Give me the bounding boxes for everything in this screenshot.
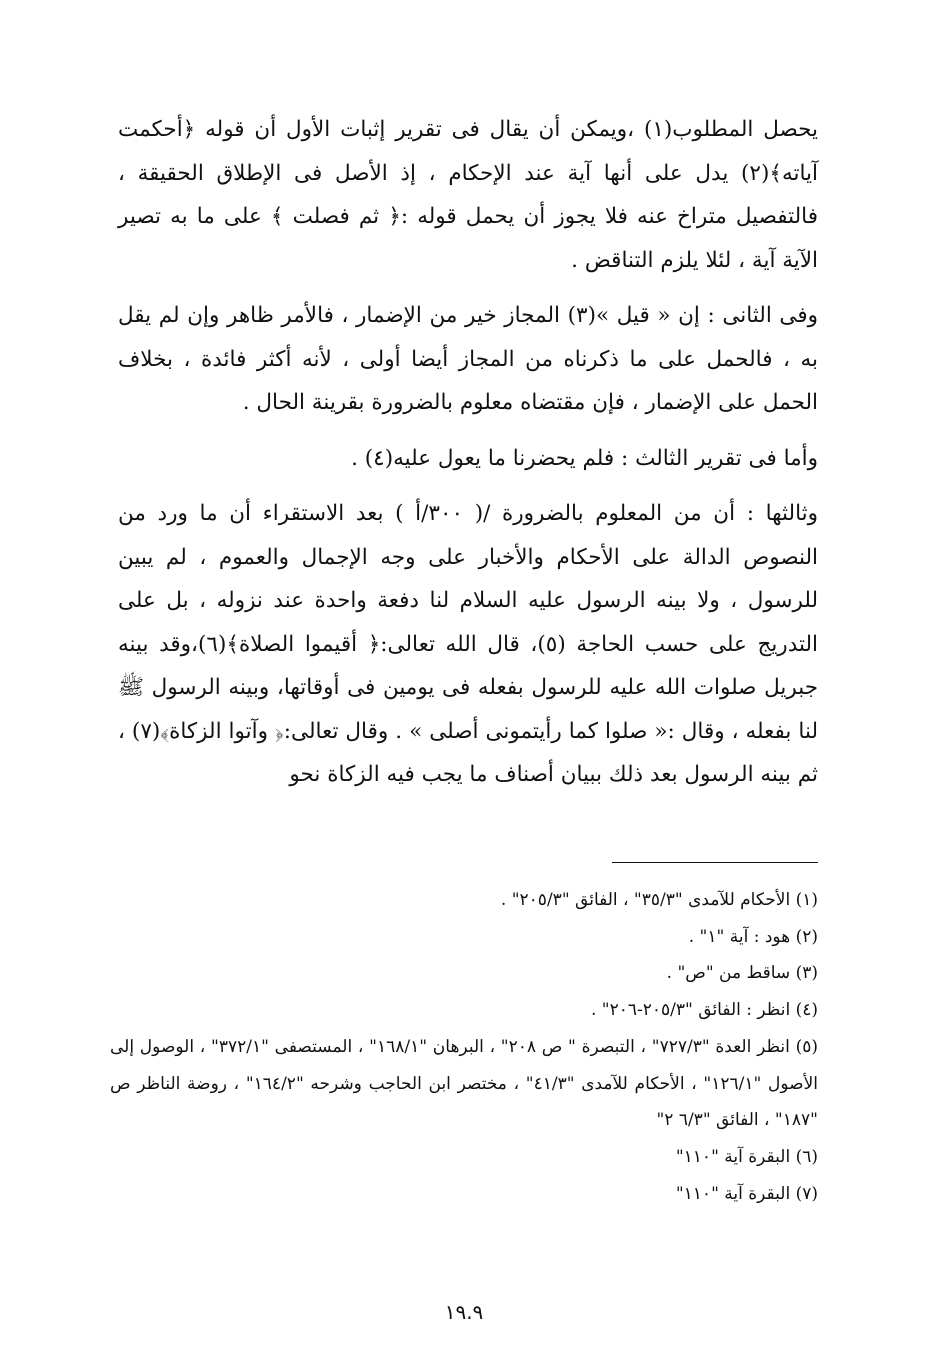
page-number: ١٩.٩ [444, 1300, 484, 1324]
footnote: (٥) انظر العدة "٧٢٧/٣" ، التبصرة " ص ٢٠٨" ، البرهان "١٦٨/١" ، المستصفى "٣٧٢/١" ، الوصول إلى الأصول "١٢٦/١" ، الأحكام للآمدى "٤١/٣" ، مختصر ابن الحاجب وشرحه "١٦٤/٢" ، روضة الناظر ص "١٨٧" ، الفائق "٦/٣ ٢" [110, 1036, 818, 1131]
paragraph: وثالثها : أن من المعلوم بالضرورة /( ٣٠٠/أ ) بعد الاستقراء أن ما ورد من النصوص الدالة على الأحكام والأخبار على وجه الإجمال والعموم ، لم يبين للرسول ، ولا بينه الرسول عليه السلام لنا دفعة واحدة عند نزوله ، بل على التدريج على حسب الحاجة (٥)، قال الله تعالى:﴿ أقيموا الصلاة﴾(٦)،وقد بينه جبريل صلوات الله عليه للرسول بفعله فى يومين فى أوقاتها، وبينه الرسول ﷺ لنا بفعله ، وقال :« صلوا كما رأيتمونى أصلى » . وقال تعالى:﴿ وآتوا الزكاة﴾(٧) ، ثم بينه الرسول بعد ذلك ببيان أصناف ما يجب فيه الزكاة نحو [118, 501, 818, 787]
footnote-separator [612, 862, 818, 863]
footnote: (٧) البقرة آية "١١٠" [675, 1183, 818, 1204]
paragraph: وفى الثانى : إن « قيل »(٣) المجاز خير من الإضمار ، فالأمر ظاهر وإن لم يقل به ، فالحمل على ما ذكرناه من المجاز أيضا أولى ، لأنه أكثر فائدة ، بخلاف الحمل على الإضمار ، فإن مقتضاه معلوم بالضرورة بقرينة الحال . [118, 303, 818, 415]
main-text [118, 108, 818, 797]
footnote: (٤) انظر : الفائق "٢٠٥/٣-٢٠٦" . [590, 1000, 818, 1021]
footnote: (٢) هود : آية "١" . [688, 926, 818, 947]
footnote: (٦) البقرة آية "١١٠" [675, 1146, 818, 1167]
footnote: (٣) ساقط من "ص" . [666, 963, 818, 984]
footnotes [110, 882, 818, 1212]
paragraph: وأما فى تقرير الثالث : فلم يحضرنا ما يعول عليه(٤) . [351, 445, 818, 471]
paragraph: يحصل المطلوب(١) ،ويمكن أن يقال فى تقرير إثبات الأول أن قوله ﴿أحكمت آياته﴾(٢) يدل على أنها آية عند الإحكام ، إذ الأصل فى الإطلاق الحقيقة ، فالتفصيل متراخ عنه فلا يجوز أن يحمل قوله :﴿ ثم فصلت ﴾ على ما به تصير الآية آية ، لئلا يلزم التناقض . [118, 117, 818, 273]
footnote: (١) الأحكام للآمدى "٣٥/٣" ، الفائق "٢٠٥/٣" . [500, 890, 818, 910]
